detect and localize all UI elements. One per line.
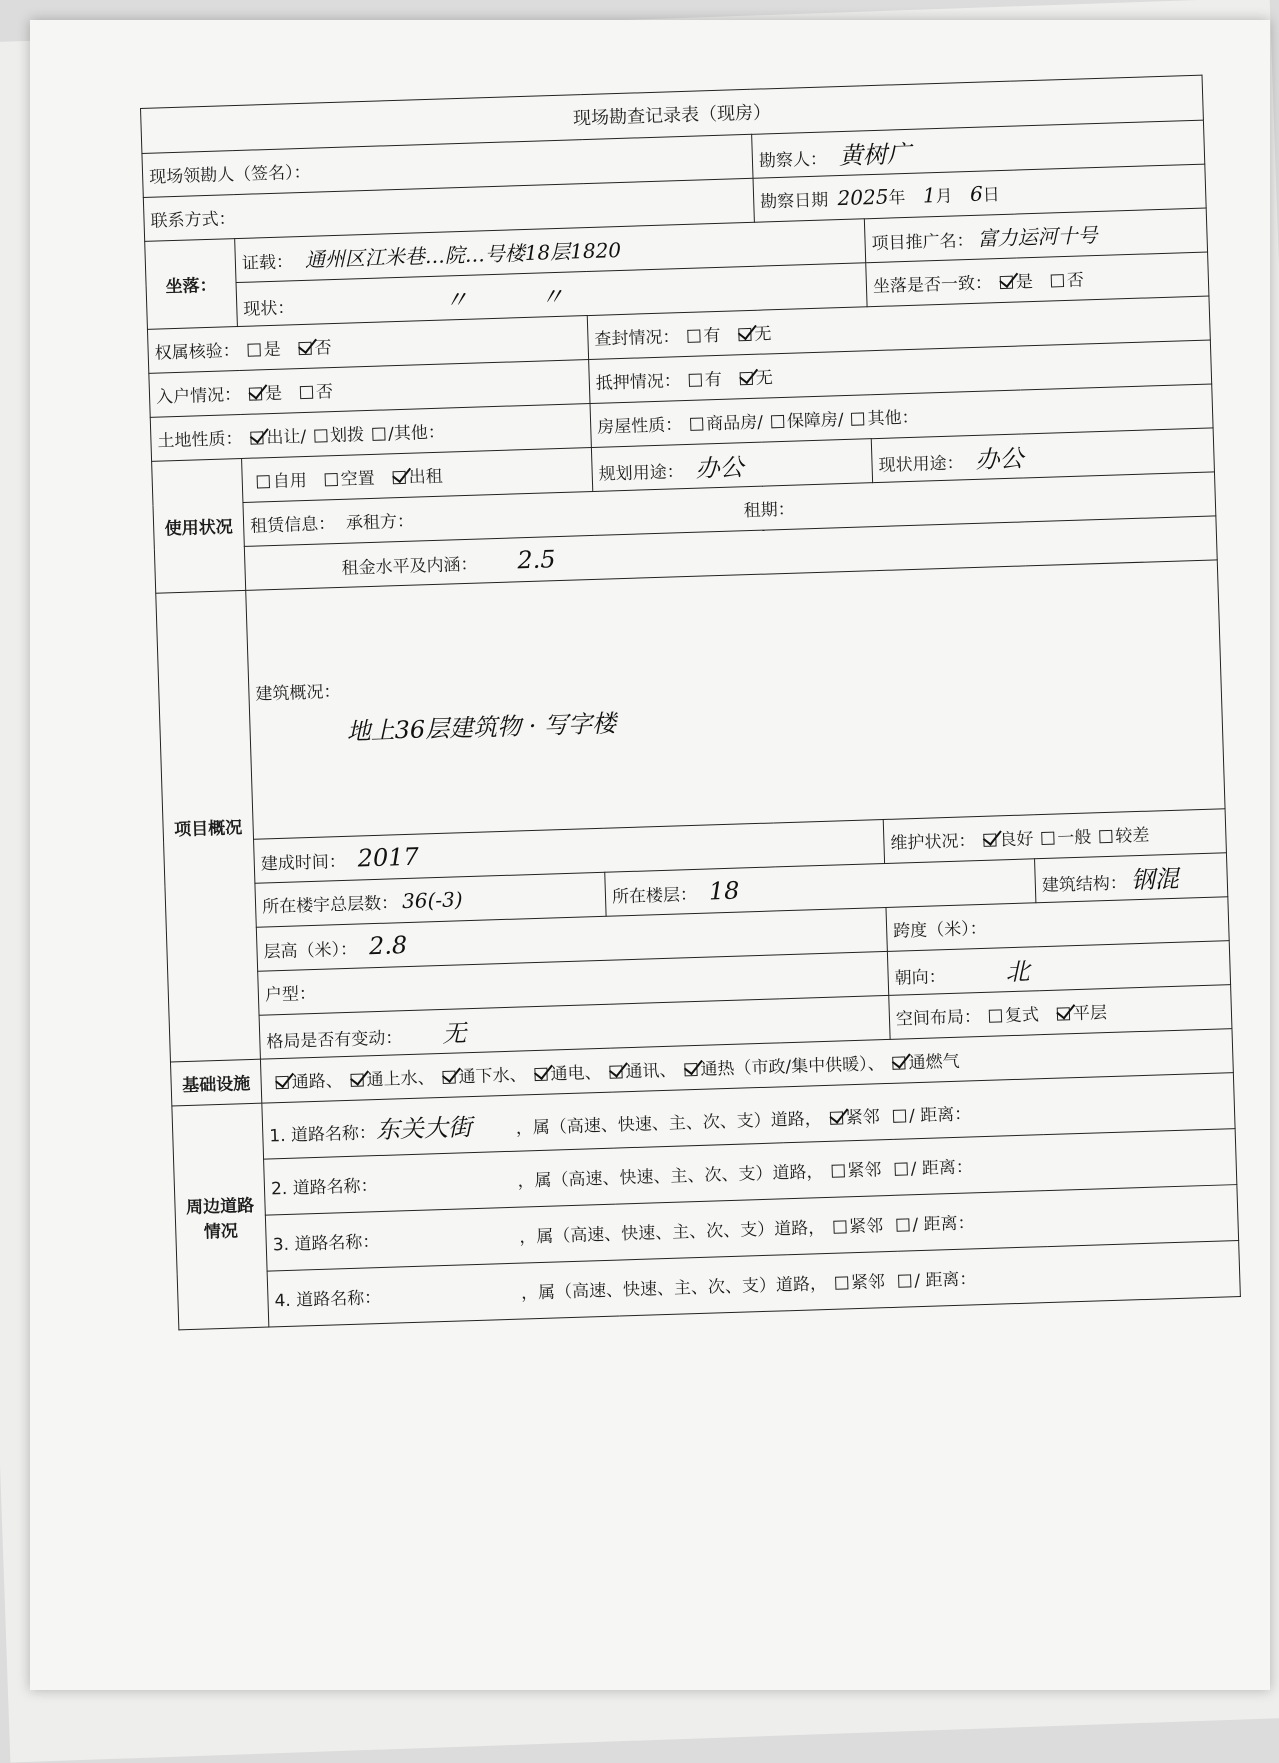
date-day: 6: [969, 181, 984, 206]
road-adjacent-checkbox[interactable]: [831, 1164, 844, 1177]
current-location-label: 现状：: [243, 298, 295, 320]
layout-change-label: 格局是否有变动：: [266, 1028, 403, 1053]
total-floors-label: 所在楼宇总层数：: [261, 893, 399, 918]
maintenance-label: 维护状况：: [890, 831, 976, 854]
layout-flat-label: 平层: [1072, 1003, 1108, 1025]
survey-form: [140, 75, 1241, 1331]
entry-yes-checkbox[interactable]: [249, 387, 262, 400]
layout-change-value: 无: [441, 1019, 467, 1048]
built-time-value: 2017: [357, 842, 420, 873]
usage-label: 使用状况: [152, 458, 246, 593]
rent-level-value: 2.5: [516, 544, 556, 574]
road-num: 2.: [270, 1178, 288, 1200]
plan-use-label: 规划用途：: [598, 462, 685, 485]
total-floors-value: 36(-3): [401, 887, 463, 914]
year-suffix: 年: [888, 188, 906, 209]
usage-self-label: 自用: [272, 470, 308, 493]
entry-no-label: 否: [315, 382, 334, 403]
road-type-text: ，属（高速、快速、主、次、支）道路，: [517, 1162, 824, 1192]
consistent-yes-checkbox[interactable]: [1000, 276, 1013, 289]
maint-good-label: 良好: [999, 829, 1034, 851]
maint-normal-label: 一般: [1057, 827, 1092, 849]
lead-label: 现场领勘人（签名）：: [148, 162, 311, 188]
floor-label: 所在楼层：: [611, 884, 698, 908]
infra-road-label: 通路、: [291, 1071, 343, 1093]
contact-label: 联系方式：: [150, 209, 236, 232]
infra-heat-label: 通热（市政/集中供暖）、: [700, 1054, 885, 1080]
road-distance-label: / 距离：: [910, 1157, 974, 1180]
date-label: 勘察日期: [759, 190, 829, 213]
road-distance-checkbox[interactable]: [898, 1274, 911, 1287]
road-type-text: ，属（高速、快速、主、次、支）道路，: [518, 1218, 826, 1248]
tenant-label: 承租方：: [345, 511, 415, 534]
road-distance-checkbox[interactable]: [896, 1218, 909, 1231]
current-use-label: 现状用途：: [878, 453, 964, 476]
road-distance-label: / 距离：: [913, 1269, 977, 1292]
entry-yes-label: 是: [264, 383, 283, 405]
lease-label: 租赁信息：: [249, 514, 336, 537]
road-adjacent-label: 紧邻: [845, 1107, 881, 1129]
rights-label: 权属核验：: [154, 340, 240, 364]
road-num: 3.: [272, 1234, 290, 1256]
maint-poor-label: 较差: [1115, 825, 1150, 847]
form-title: 现场勘查记录表（现房）: [141, 75, 1204, 153]
date-year: 2025: [837, 184, 889, 211]
infra-power-checkbox[interactable]: [534, 1068, 547, 1081]
road-distance-label: / 距离：: [912, 1213, 975, 1236]
mortgage-label: 抵押情况：: [595, 371, 682, 394]
maint-normal-checkbox[interactable]: [1041, 832, 1054, 845]
layout-flat-checkbox[interactable]: [1057, 1007, 1070, 1020]
road-distance-checkbox[interactable]: [895, 1162, 908, 1175]
land-transfer-checkbox[interactable]: [250, 431, 263, 444]
usage-vacant-checkbox[interactable]: [325, 473, 338, 486]
usage-rent-checkbox[interactable]: [393, 471, 406, 484]
mortgage-no-label: 无: [755, 368, 774, 389]
road-name-label: 道路名称：: [295, 1288, 382, 1311]
surveyor-label: 勘察人：: [758, 149, 828, 172]
rights-no-label: 否: [314, 338, 332, 359]
road-adjacent-checkbox[interactable]: [833, 1220, 846, 1233]
seal-no-checkbox[interactable]: [738, 328, 751, 341]
infra-water-label: 通上水、: [366, 1068, 435, 1091]
land-other-checkbox[interactable]: [372, 427, 385, 440]
road-adjacent-label: 紧邻: [847, 1160, 882, 1182]
location-label: 坐落：: [145, 239, 238, 330]
unit-type-label: 户型：: [264, 983, 317, 1006]
road-adjacent-checkbox[interactable]: [830, 1111, 843, 1124]
space-layout-label: 空间布局：: [895, 1007, 982, 1030]
rights-yes-label: 是: [263, 339, 281, 361]
cert-label: 证载：: [241, 252, 294, 274]
roads-label: [172, 1103, 269, 1330]
infra-power-label: 通电、: [550, 1062, 602, 1085]
promo-value: 富力运河十号: [977, 222, 1098, 251]
road-num: 4.: [274, 1290, 292, 1312]
maint-poor-checkbox[interactable]: [1099, 830, 1112, 843]
infra-label: 基础设施: [170, 1059, 261, 1106]
current-use-value: 办公: [975, 444, 1024, 474]
month-suffix: 月: [935, 186, 953, 208]
road-name-value: 东关大街: [375, 1113, 473, 1145]
land-allocate-checkbox[interactable]: [314, 429, 327, 442]
consistent-label: 坐落是否一致：: [872, 273, 993, 298]
house-commercial-label: 商品房/: [705, 412, 764, 435]
date-month: 1: [922, 183, 936, 208]
land-transfer-label: 出让/: [266, 426, 307, 449]
infra-telecom-checkbox[interactable]: [609, 1065, 622, 1078]
infra-heat-checkbox[interactable]: [684, 1063, 697, 1076]
promo-label: 项目推广名：: [871, 230, 974, 255]
rights-no-checkbox[interactable]: [298, 342, 311, 355]
layout-duplex-checkbox[interactable]: [989, 1009, 1002, 1022]
road-type-text: ，属（高速、快速、主、次、支）道路，: [515, 1109, 823, 1139]
entry-no-checkbox[interactable]: [300, 386, 313, 399]
rights-yes-checkbox[interactable]: [247, 343, 260, 356]
floor-value: 18: [708, 876, 740, 906]
infra-water-checkbox[interactable]: [350, 1073, 363, 1086]
road-name-label: 道路名称：: [292, 1176, 378, 1199]
consistent-no-checkbox[interactable]: [1051, 274, 1064, 287]
road-name-label: 道路名称：: [290, 1123, 377, 1146]
land-label: 土地性质：: [157, 428, 243, 452]
infra-gas-label: 通燃气: [908, 1051, 960, 1074]
mortgage-yes-label: 有: [704, 369, 723, 391]
road-name-value: [380, 1243, 520, 1247]
infra-gas-checkbox[interactable]: [892, 1056, 905, 1069]
infra-telecom-label: 通讯、: [625, 1060, 677, 1083]
cert-value: 通州区江米巷…院…号楼18层1820: [304, 237, 622, 272]
rent-level-label: 租金水平及内涵：: [341, 554, 478, 579]
infra-drain-label: 通下水、: [458, 1065, 527, 1088]
plan-use-value: 办公: [695, 453, 745, 483]
infra-road-checkbox[interactable]: [275, 1076, 288, 1089]
land-allocate-label: 划拨: [329, 425, 365, 447]
house-affordable-checkbox[interactable]: [771, 415, 784, 428]
house-affordable-label: 保障房/: [786, 410, 844, 432]
floor-height-label: 层高（米）：: [263, 939, 358, 963]
land-other-label: /其他：: [387, 422, 446, 445]
seal-yes-label: 有: [703, 325, 721, 347]
road-num: 1.: [269, 1125, 286, 1147]
road-adjacent-label: 紧邻: [848, 1216, 884, 1238]
road-name-value: [381, 1299, 521, 1303]
orientation-label: 朝向：: [894, 967, 947, 989]
term-label: 租期：: [743, 499, 796, 522]
road-adjacent-label: 紧邻: [850, 1272, 886, 1294]
built-time-label: 建成时间：: [260, 851, 347, 875]
day-suffix: 日: [982, 185, 1001, 206]
road-type-text: ，属（高速、快速、主、次、支）道路，: [520, 1274, 828, 1304]
seal-yes-checkbox[interactable]: [687, 330, 700, 343]
entry-label: 入户情况：: [155, 384, 242, 408]
project-label: 项目概况: [156, 590, 261, 1062]
surveyor-value: 黄树广: [838, 139, 912, 171]
current-location-value: 〃 〃: [443, 282, 565, 315]
structure-label: 建筑结构：: [1041, 873, 1128, 897]
building-overview-value: 地上36层建筑物 · 写字楼: [346, 709, 617, 746]
floor-height-value: 2.8: [368, 930, 408, 960]
layout-duplex-label: 复式: [1004, 1005, 1040, 1027]
mortgage-yes-checkbox[interactable]: [689, 373, 702, 386]
structure-cell[interactable]: [1035, 853, 1228, 903]
structure-value: 钢混: [1130, 864, 1180, 895]
roads-label-line1: 周边道路: [185, 1195, 255, 1218]
orientation-value: 北: [1005, 957, 1031, 987]
road-adjacent-checkbox[interactable]: [835, 1276, 848, 1289]
consistent-yes-label: 是: [1015, 272, 1034, 293]
house-commercial-checkbox[interactable]: [690, 417, 703, 430]
seal-no-label: 无: [754, 324, 772, 345]
infra-drain-checkbox[interactable]: [442, 1071, 455, 1084]
maint-good-checkbox[interactable]: [983, 833, 996, 846]
mortgage-no-checkbox[interactable]: [740, 372, 753, 385]
consistent-no-label: 否: [1066, 270, 1085, 291]
span-label: 跨度（米）：: [892, 918, 988, 942]
house-label: 房屋性质：: [596, 415, 683, 438]
usage-vacant-label: 空置: [340, 468, 376, 490]
usage-rent-label: 出租: [408, 466, 444, 488]
seal-label: 查封情况：: [594, 327, 680, 350]
road-distance-label: / 距离：: [908, 1104, 972, 1127]
building-overview-label: 建筑概况：: [255, 681, 341, 705]
house-other-label: 其他：: [867, 407, 919, 430]
building-overview-cell[interactable]: [246, 560, 1225, 839]
road-name-label: 道路名称：: [294, 1232, 380, 1255]
usage-self-checkbox[interactable]: [257, 475, 270, 488]
roads-label-line2: 情况: [203, 1220, 239, 1243]
house-other-checkbox[interactable]: [851, 412, 864, 425]
road-name-value: [378, 1187, 518, 1191]
road-distance-checkbox[interactable]: [893, 1109, 906, 1122]
